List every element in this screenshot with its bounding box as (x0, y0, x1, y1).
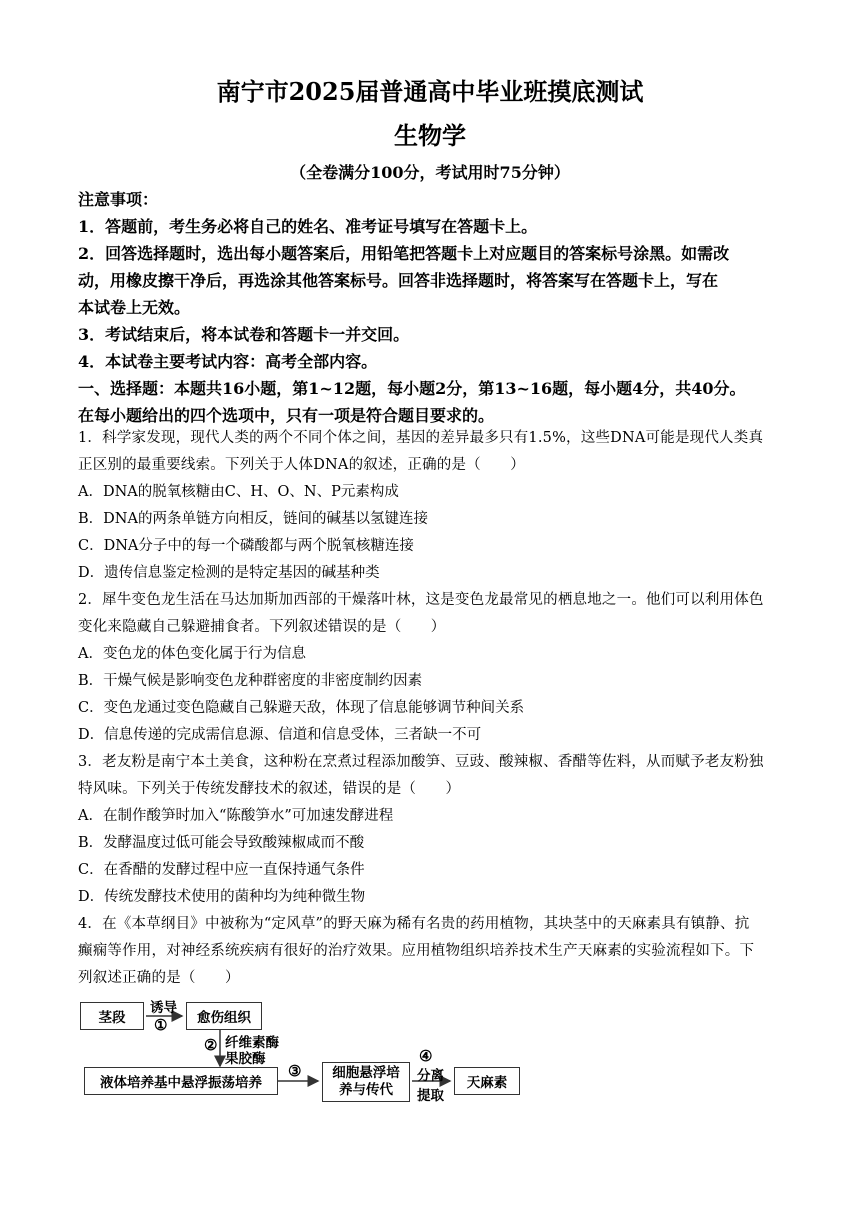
option-a: A．在制作酸笋时加入“陈酸笋水”可加速发酵进程 (78, 808, 394, 824)
step4-label-separate: 分离 (417, 1068, 444, 1084)
option-a: A．DNA的脱氧核糖由C、H、O、N、P元素构成 (78, 484, 399, 500)
question-stem: 4．在《本草纲目》中被称为“定风草”的野天麻为稀有名贵的药用植物，其块茎中的天麻素具有镇静、抗 (78, 916, 750, 932)
box-callus: 愈伤组织 (186, 1002, 262, 1030)
option-a: A．变色龙的体色变化属于行为信息 (78, 646, 306, 662)
step2-label-cellulase: 纤维素酶 (225, 1035, 279, 1051)
step1-number: ① (154, 1016, 168, 1034)
question-stem: 1．科学家发现，现代人类的两个不同个体之间，基因的差异最多只有1.5%，这些DNA可能是现代人类真 (78, 430, 764, 446)
notice-heading: 注意事项： (78, 190, 159, 209)
notice-item: 动，用橡皮擦干净后，再选涂其他答案标号。回答非选择题时，将答案写在答题卡上，写在 (78, 271, 719, 290)
tianma-flow-diagram (78, 996, 548, 1106)
option-b: B．干燥气候是影响变色龙种群密度的非密度制约因素 (78, 673, 423, 689)
box-cell-line2: 养与传代 (339, 1082, 393, 1098)
step2-label-pectinase: 果胶酶 (225, 1051, 266, 1067)
step2-number: ② (204, 1036, 218, 1054)
question-stem: 正区别的最重要线索。下列关于人体DNA的叙述，正确的是（ ） (78, 457, 525, 473)
question-stem: 特风味。下列关于传统发酵技术的叙述，错误的是（ ） (78, 781, 461, 797)
notice-item: 1．答题前，考生务必将自己的姓名、准考证号填写在答题卡上。 (78, 217, 538, 236)
question-stem: 2．犀牛变色龙生活在马达加斯加西部的干燥落叶林，这是变色龙最常见的栖息地之一。他们可以利用体色 (78, 592, 764, 608)
subject-title: 生物学 (394, 121, 466, 150)
notice-item: 3．考试结束后，将本试卷和答题卡一并交回。 (78, 325, 410, 344)
question-stem: 变化来隐藏自己躲避捕食者。下列叙述错误的是（ ） (78, 619, 446, 635)
option-b: B．DNA的两条单链方向相反，链间的碱基以氢键连接 (78, 511, 428, 527)
notice-item: 2．回答选择题时，选出每小题答案后，用铅笔把答题卡上对应题目的答案标号涂黑。如需改 (78, 244, 730, 263)
box-stem-segment: 茎段 (80, 1002, 144, 1030)
option-c: C．在香醋的发酵过程中应一直保持通气条件 (78, 862, 365, 878)
option-c: C．变色龙通过变色隐藏自己躲避天敌，体现了信息能够调节种间关系 (78, 700, 525, 716)
question-stem: 3．老友粉是南宁本土美食，这种粉在烹煮过程添加酸笋、豆豉、酸辣椒、香醋等佐料，从而赋予老友粉独 (78, 754, 764, 770)
box-cell-suspension (322, 1062, 410, 1102)
box-gastrodin: 天麻素 (454, 1067, 520, 1095)
step1-label: 诱导 (150, 1000, 177, 1016)
box-liquid-culture-label: 液体培养基中悬浮振荡培养 (100, 1075, 262, 1091)
option-b: B．发酵温度过低可能会导致酸辣椒咸而不酸 (78, 835, 365, 851)
step4-label-extract: 提取 (417, 1088, 444, 1104)
option-d: D．遗传信息鉴定检测的是特定基因的碱基种类 (78, 565, 380, 581)
option-d: D．传统发酵技术使用的菌种均为纯种微生物 (78, 889, 366, 905)
option-c: C．DNA分子中的每一个磷酸都与两个脱氧核糖连接 (78, 538, 414, 554)
exam-title: 南宁市2025届普通高中毕业班摸底测试 (216, 77, 644, 106)
notice-item: 本试卷上无效。 (78, 298, 191, 317)
section-heading: 在每小题给出的四个选项中，只有一项是符合题目要求的。 (78, 406, 495, 425)
question-stem: 癫痫等作用，对神经系统疾病有很好的治疗效果。应用植物组织培养技术生产天麻素的实验流程如下。下 (78, 943, 755, 959)
exam-info: （全卷满分100分，考试用时75分钟） (290, 163, 570, 182)
box-liquid-culture (84, 1067, 278, 1095)
option-d: D．信息传递的完成需信息源、信道和信息受体，三者缺一不可 (78, 727, 482, 743)
step4-number: ④ (419, 1047, 433, 1065)
question-stem: 列叙述正确的是（ ） (78, 970, 240, 986)
notice-item: 4．本试卷主要考试内容：高考全部内容。 (78, 352, 378, 371)
step3-number: ③ (288, 1062, 302, 1080)
box-cell-line1: 细胞悬浮培 (332, 1065, 400, 1081)
section-heading: 一、选择题：本题共16小题，第1~12题，每小题2分，第13~16题，每小题4分，共40分。 (78, 379, 746, 398)
